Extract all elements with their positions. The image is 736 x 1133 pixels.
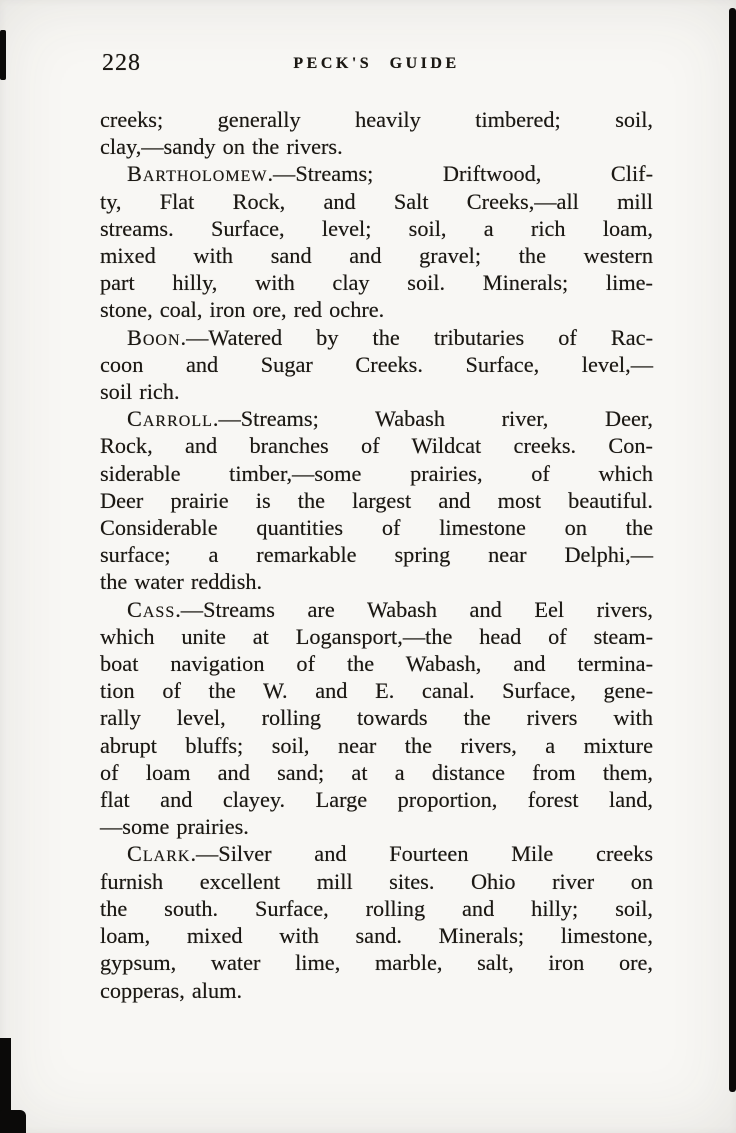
text-line: soil rich.	[100, 379, 180, 405]
text-line: clay,—sandy on the rivers.	[100, 134, 343, 160]
scan-artifact-top-left	[0, 30, 6, 80]
text-line: copperas, alum.	[100, 977, 243, 1003]
text-line: ty, Flat Rock, and Salt Creeks,—all mill	[100, 188, 653, 214]
text-line: boat navigation of the Wabash, and termina-	[100, 651, 653, 677]
paragraph-carroll	[100, 405, 653, 595]
county-name: Boon	[127, 324, 181, 350]
text-line: abrupt bluffs; soil, near the rivers, a mixture	[100, 732, 653, 758]
text-line: Cass.—Streams are Wabash and Eel rivers,	[127, 596, 653, 622]
text-line: of loam and sand; at a distance from them,	[100, 759, 653, 785]
text-line: Considerable quantities of limestone on the	[100, 515, 653, 541]
text-line: mixed with sand and gravel; the western	[100, 243, 653, 269]
text-line: loam, mixed with sand. Minerals; limestone,	[100, 923, 653, 949]
page-number: 228	[102, 50, 141, 76]
text-line: part hilly, with clay soil. Minerals; lime-	[100, 270, 653, 296]
text-line: coon and Sugar Creeks. Surface, level,—	[100, 351, 653, 377]
paragraph-boon	[100, 324, 653, 406]
text-line: streams. Surface, level; soil, a rich loam,	[100, 215, 653, 241]
running-head-title: PECK'S GUIDE	[293, 55, 460, 72]
text-line: Deer prairie is the largest and most beautiful.	[100, 487, 653, 513]
text-line: the south. Surface, rolling and hilly; soil,	[100, 895, 653, 921]
text-line: the water reddish.	[100, 569, 263, 595]
text-line: surface; a remarkable spring near Delphi,—	[100, 542, 653, 568]
text-line: which unite at Logansport,—the head of steam-	[100, 623, 653, 649]
text-line: furnish excellent mill sites. Ohio river on	[100, 868, 653, 894]
running-header	[100, 50, 653, 80]
scan-artifact-bottom-corner	[0, 1110, 26, 1133]
text-line: Clark.—Silver and Fourteen Mile creeks	[127, 841, 653, 867]
paragraph-bartholomew	[100, 160, 653, 323]
text-line: siderable timber,—some prairies, of which	[100, 460, 653, 486]
county-name: Carroll	[127, 406, 213, 432]
text-line: Rock, and branches of Wildcat creeks. Con-	[100, 433, 653, 459]
county-name: Bartholomew	[127, 161, 268, 187]
text-body	[100, 106, 653, 1004]
county-name: Clark	[127, 841, 191, 867]
text-line: gypsum, water lime, marble, salt, iron ore,	[100, 950, 653, 976]
text-line: —some prairies.	[100, 814, 249, 840]
paragraph-clark	[100, 840, 653, 1003]
text-line: Carroll.—Streams; Wabash river, Deer,	[127, 406, 653, 432]
text-line: creeks; generally heavily timbered; soil,	[100, 107, 653, 132]
county-name: Cass	[127, 596, 176, 622]
text-line: Bartholomew.—Streams; Driftwood, Clif-	[127, 161, 653, 187]
paragraph-continuation	[100, 106, 653, 160]
scan-artifact-right-edge	[729, 8, 736, 1092]
page-content	[100, 50, 653, 1004]
text-line: flat and clayey. Large proportion, forest land,	[100, 787, 653, 813]
text-line: Boon.—Watered by the tributaries of Rac-	[127, 324, 653, 350]
text-line: stone, coal, iron ore, red ochre.	[100, 297, 385, 323]
text-line: tion of the W. and E. canal. Surface, gene-	[100, 678, 653, 704]
text-line: rally level, rolling towards the rivers with	[100, 705, 653, 731]
paragraph-cass	[100, 596, 653, 841]
